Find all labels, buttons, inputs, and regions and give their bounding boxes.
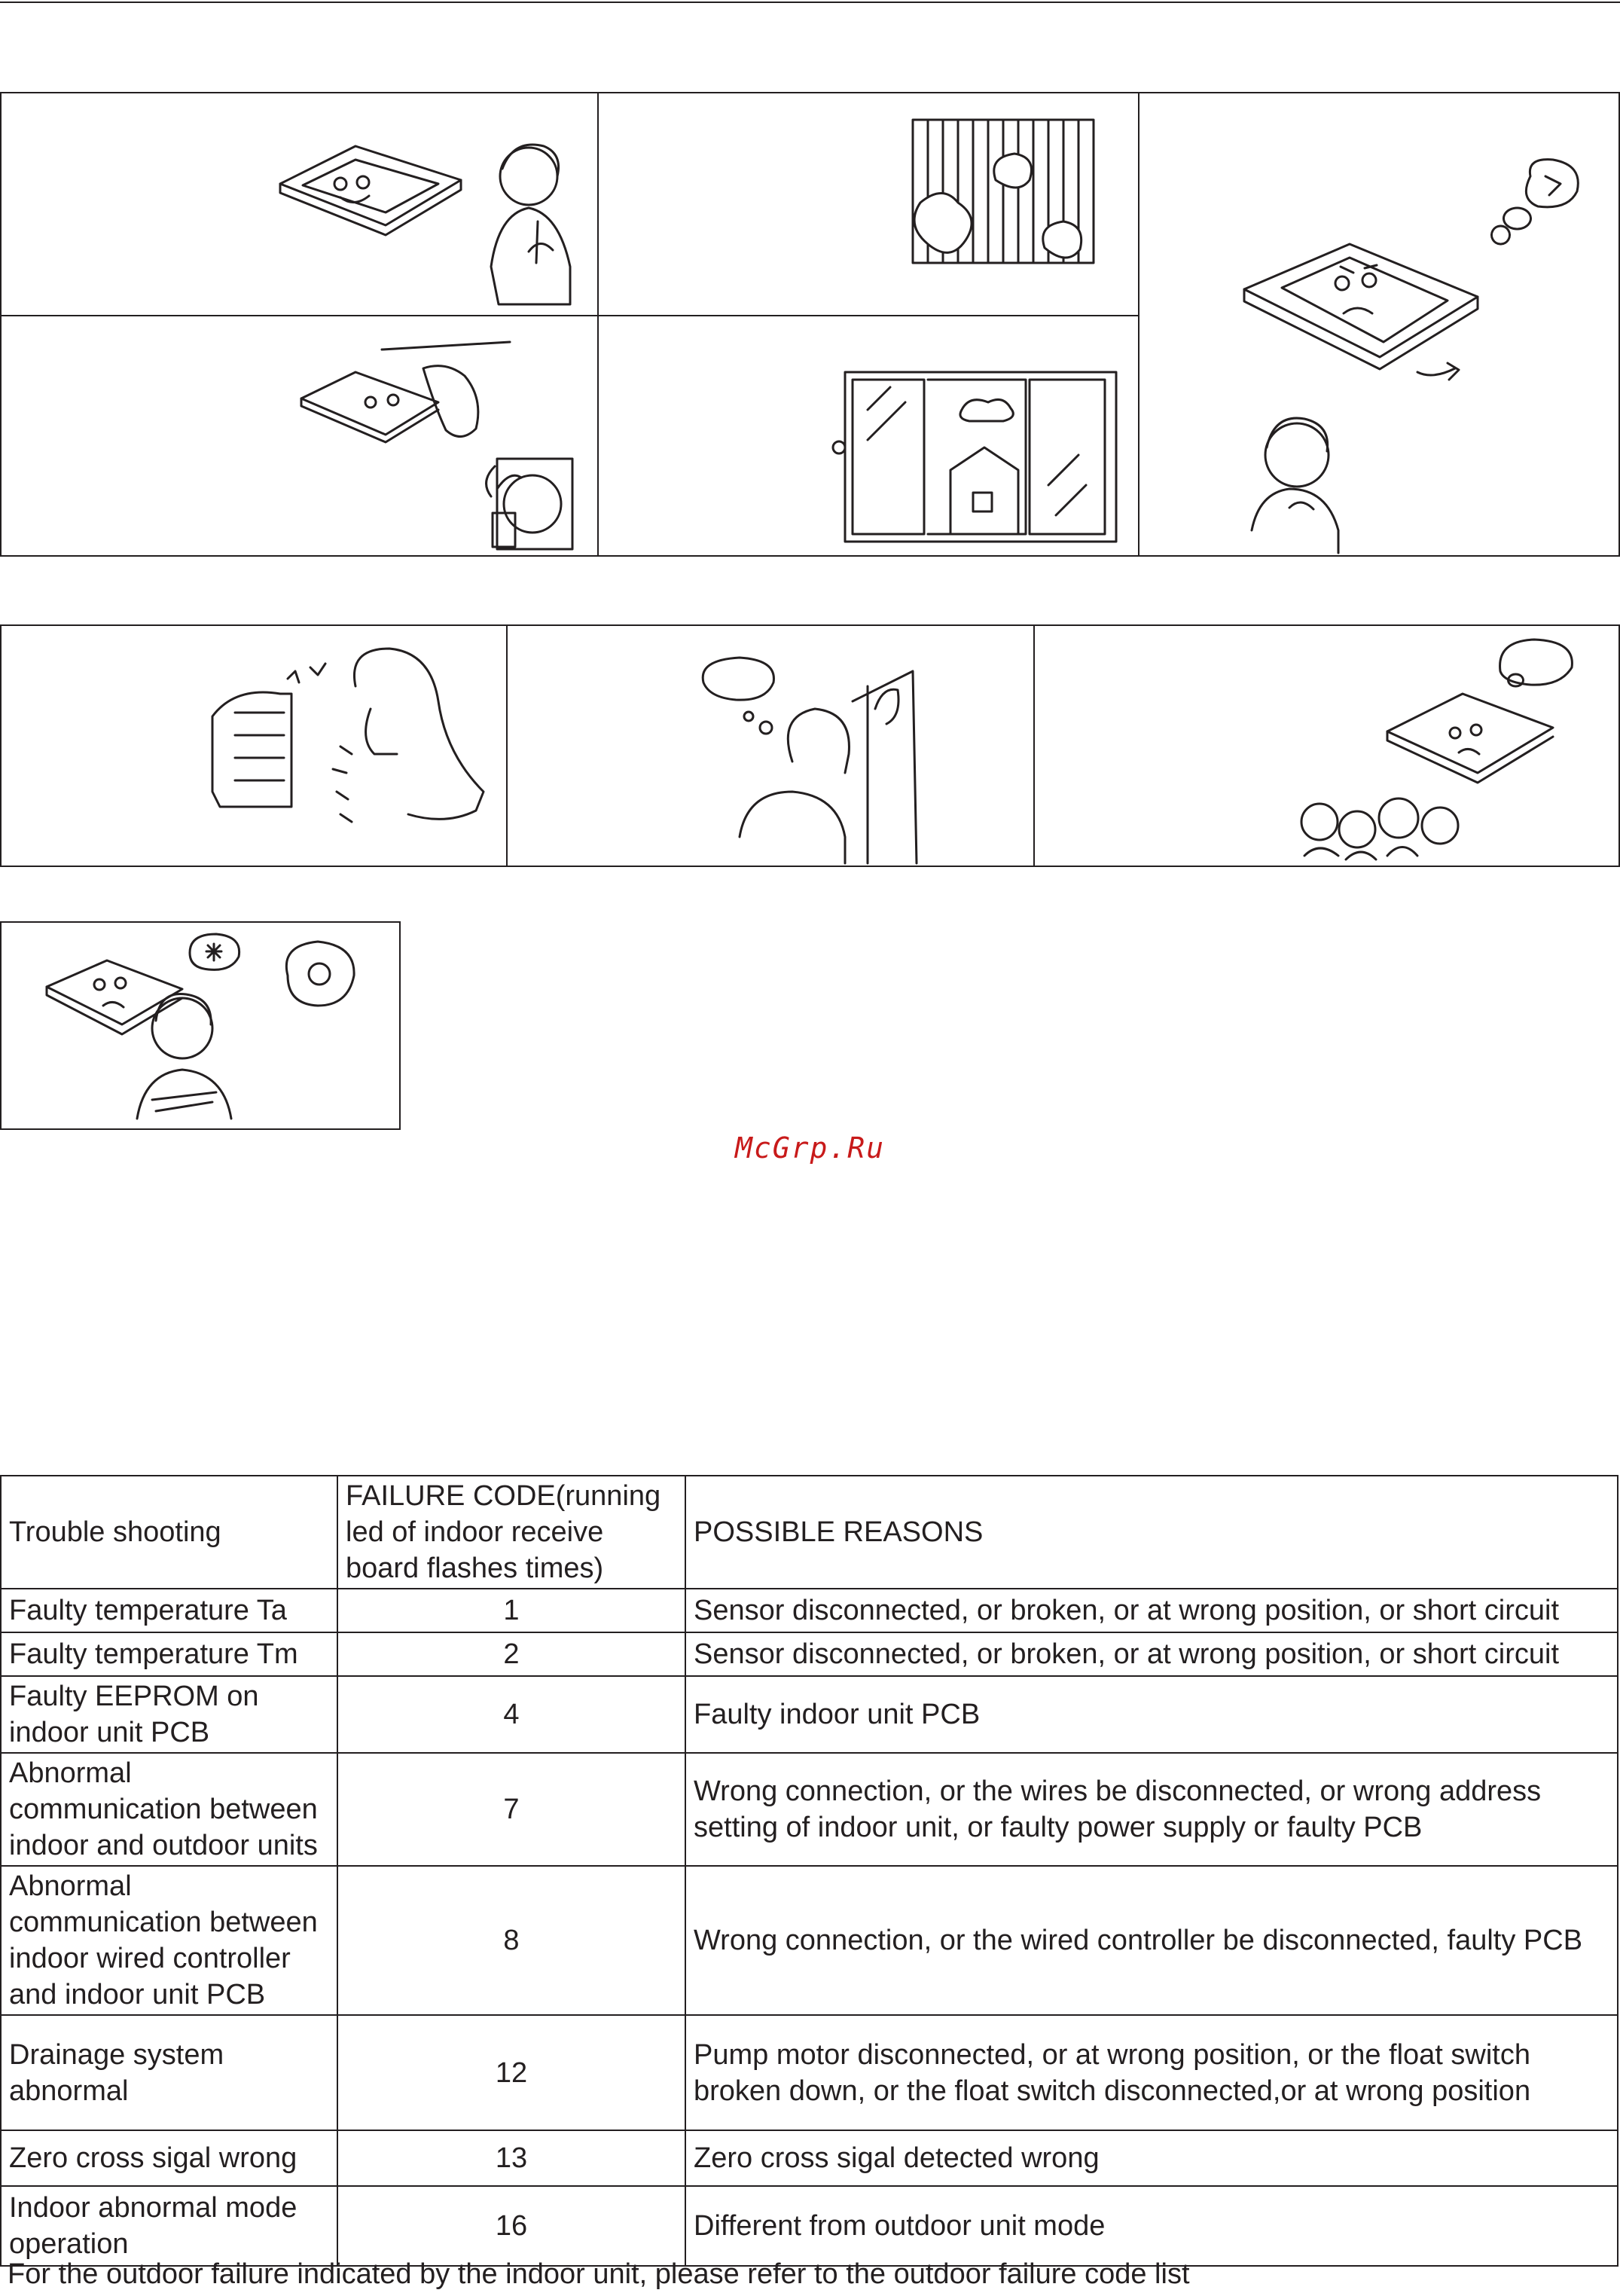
illustration-panel-1 <box>0 92 1620 557</box>
happy-cassette-illustration <box>273 124 596 312</box>
top-rule <box>0 2 1620 3</box>
open-door-illustration <box>694 641 958 863</box>
footnote-text: For the outdoor failure indicated by the indoor unit, please refer to the outdoor failure code list <box>8 2258 1190 2290</box>
table-row <box>1 2130 1618 2186</box>
reason-cell: Sensor disconnected, or broken, or at wrong position, or short circuit <box>685 1632 1618 1676</box>
header-possible-reasons: POSSIBLE REASONS <box>685 1476 1618 1589</box>
table-row <box>1 2015 1618 2130</box>
header-failure-code: FAILURE CODE(running led of indoor receive board flashes times) <box>337 1476 685 1589</box>
table-row <box>1 1676 1618 1753</box>
reason-cell: Different from outdoor unit mode <box>685 2186 1618 2266</box>
watermark-text: McGrp.Ru <box>734 1131 886 1165</box>
reason-cell: Wrong connection, or the wired controller be disconnected, faulty PCB <box>685 1866 1618 2015</box>
header-trouble-shooting: Trouble shooting <box>1 1476 337 1589</box>
reason-cell: Faulty indoor unit PCB <box>685 1676 1618 1753</box>
code-cell: 4 <box>337 1676 685 1753</box>
cool-heat-mode-illustration <box>39 930 393 1122</box>
code-cell: 8 <box>337 1866 685 2015</box>
table-row <box>1 1753 1618 1866</box>
reason-cell: Pump motor disconnected, or at wrong position, or the float switch broken down, or the float switch disconnected,or at wrong position <box>685 2015 1618 2130</box>
table-header-row <box>1 1476 1618 1589</box>
unhappy-cassette-illustration <box>1229 154 1591 553</box>
crowd-cassette-illustration <box>1274 634 1613 863</box>
trouble-cell: Abnormal communication between indoor and outdoor units <box>1 1753 337 1866</box>
failure-code-table <box>0 1475 1618 2267</box>
table-row <box>1 2186 1618 2266</box>
code-cell: 1 <box>337 1589 685 1632</box>
code-cell: 2 <box>337 1632 685 1676</box>
reason-cell: Sensor disconnected, or broken, or at wrong position, or short circuit <box>685 1589 1618 1632</box>
open-window-illustration <box>837 365 1124 553</box>
code-cell: 13 <box>337 2130 685 2186</box>
blocked-airflow-illustration <box>295 346 596 553</box>
code-cell: 7 <box>337 1753 685 1866</box>
heater-illustration <box>205 641 506 863</box>
code-cell: 16 <box>337 2186 685 2266</box>
dirty-filter-illustration <box>883 112 1109 308</box>
trouble-cell: Abnormal communication between indoor wired controller and indoor unit PCB <box>1 1866 337 2015</box>
trouble-cell: Faulty EEPROM on indoor unit PCB <box>1 1676 337 1753</box>
table-row <box>1 1866 1618 2015</box>
illustration-panel-3 <box>0 921 401 1130</box>
reason-cell: Wrong connection, or the wires be disconnected, or wrong address setting of indoor unit, or faulty power supply or faulty PCB <box>685 1753 1618 1866</box>
trouble-cell: Drainage system abnormal <box>1 2015 337 2130</box>
table-row <box>1 1632 1618 1676</box>
illustration-panel-2 <box>0 624 1620 867</box>
trouble-cell: Zero cross sigal wrong <box>1 2130 337 2186</box>
code-cell: 12 <box>337 2015 685 2130</box>
table-row <box>1 1589 1618 1632</box>
trouble-cell: Faulty temperature Tm <box>1 1632 337 1676</box>
trouble-cell: Indoor abnormal mode operation <box>1 2186 337 2266</box>
reason-cell: Zero cross sigal detected wrong <box>685 2130 1618 2186</box>
trouble-cell: Faulty temperature Ta <box>1 1589 337 1632</box>
